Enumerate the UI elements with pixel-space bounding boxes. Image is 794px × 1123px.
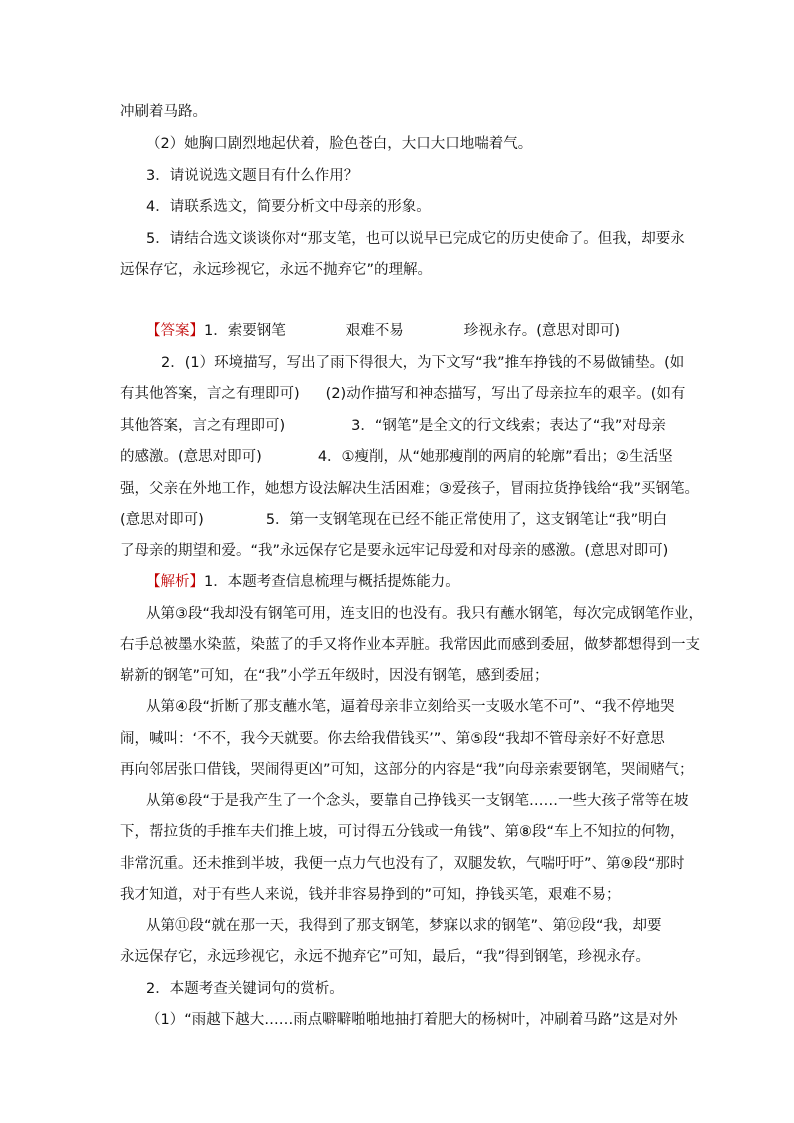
text-line: 从第⑥段“于是我产生了一个念头，要靠自己挣钱买一支钢笔……一些大孩子常等在坡 xyxy=(146,793,689,809)
answer-2: 2．(1）环境描写，写出了雨下得很大，为下文写“我”推车挣钱的不易做铺垫。(如 xyxy=(161,355,685,371)
analysis-1: 1．本题考查信息梳理与概括提炼能力。 xyxy=(204,574,460,590)
text-line: 从第⑪段“就在那一天，我得到了那支钢笔，梦寐以求的钢笔”、第⑫段“我，却要 xyxy=(146,918,662,934)
text-line: 闹，喊叫：‘不不，我今天就要。你去给我借钱买’”、第⑤段“我却不管母亲好不好意思 xyxy=(120,731,665,747)
answer-4: 4．①瘦削，从“她那瘦削的两肩的轮廓”看出；②生活坚 xyxy=(317,449,673,465)
answer-1b: 艰难不易 xyxy=(345,323,404,339)
text-line xyxy=(120,384,685,404)
text-line: 从第④段“折断了那支蘸水笔，逼着母亲非立刻给买一支吸水笔不可”、“我不停地哭 xyxy=(146,699,675,715)
analysis-2: 2．本题考查关键词句的赏析。 xyxy=(146,981,344,997)
answer-tag: 【答案】 xyxy=(146,323,204,339)
text-line: 了母亲的期望和爱。“我”永远保存它是要永远牢记母爱和对母亲的感激。(意思对即可) xyxy=(120,543,669,559)
answer-line xyxy=(146,321,620,341)
question-4: 4．请联系选文，简要分析文中母亲的形象。 xyxy=(146,199,431,215)
text-line: 下，帮拉货的手推车夫们推上坡，可讨得五分钱或一角钱”、第⑧段“车上不知拉的何物， xyxy=(120,824,685,840)
text-line: （1）“雨越下越大……雨点噼噼啪啪地抽打着肥大的杨树叶，冲刷着马路”这是对外 xyxy=(146,1012,678,1028)
text-line: 从第③段“我却没有钢笔可用，连支旧的也没有。我只有蘸水钢笔，每次完成钢笔作业， xyxy=(146,606,704,622)
text-line: 冲刷着马路。 xyxy=(120,104,207,120)
question-3: 3．请说说选文题目有什么作用？ xyxy=(146,168,359,184)
text-line: 右手总被墨水染蓝，染蓝了的手又将作业本弄脏。我常因此而感到委屈，做梦都想得到一支 xyxy=(120,637,700,653)
analysis-line xyxy=(146,572,460,592)
text-line: 非常沉重。还未推到半坡，我便一点力气也没有了，双腿发软，气喘吁吁”、第⑨段“那时 xyxy=(120,856,685,872)
text-line: 永远保存它，永远珍视它，永远不抛弃它”可知，最后，“我”得到钢笔，珍视永存。 xyxy=(120,949,651,965)
text-line: （2）她胸口剧烈地起伏着，脸色苍白，大口大口地喘着气。 xyxy=(146,136,533,152)
answer-3: 3．“钢笔”是全文的行文线索；表达了“我”对母亲 xyxy=(351,418,666,434)
text-line xyxy=(120,447,673,467)
text-line: 崭新的钢笔”可知，在“我”小学五年级时，因没有钢笔，感到委屈； xyxy=(120,668,549,684)
text-span: 有其他答案，言之有理即可) xyxy=(120,386,300,402)
text-span: (2)动作描写和神态描写，写出了母亲拉车的艰辛。(如有 xyxy=(325,386,686,402)
question-5: 5．请结合选文谈谈你对“那支笔，也可以说早已完成它的历史使命了。但我，却要永 xyxy=(146,231,685,247)
text-line: 强，父亲在外地工作，她想方设法解决生活困难；③爱孩子，冒雨拉货挣钱给“我”买钢笔。 xyxy=(120,481,700,497)
answer-1a: 1．索要钢笔 xyxy=(204,323,286,339)
text-line: 再向邻居张口借钱，哭闹得更凶”可知，这部分的内容是“我”向母亲索要钢笔，哭闹赌气； xyxy=(120,762,694,778)
text-span: 的感激。(意思对即可) xyxy=(120,449,262,465)
text-span: (意思对即可) xyxy=(120,512,204,528)
text-line: 远保存它，永远珍视它，永远不抛弃它”的理解。 xyxy=(120,262,433,278)
text-line: 我才知道，对于有些人来说，钱并非容易挣到的”可知，挣钱买笔，艰难不易； xyxy=(120,887,621,903)
analysis-tag: 【解析】 xyxy=(146,574,204,590)
answer-5: 5．第一支钢笔现在已经不能正常使用了，这支钢笔让“我”明白 xyxy=(265,512,668,528)
text-span: 其他答案，言之有理即可) xyxy=(120,418,286,434)
text-line xyxy=(120,510,667,530)
answer-1c: 珍视永存。(意思对即可) xyxy=(463,323,621,339)
text-line xyxy=(120,416,666,436)
